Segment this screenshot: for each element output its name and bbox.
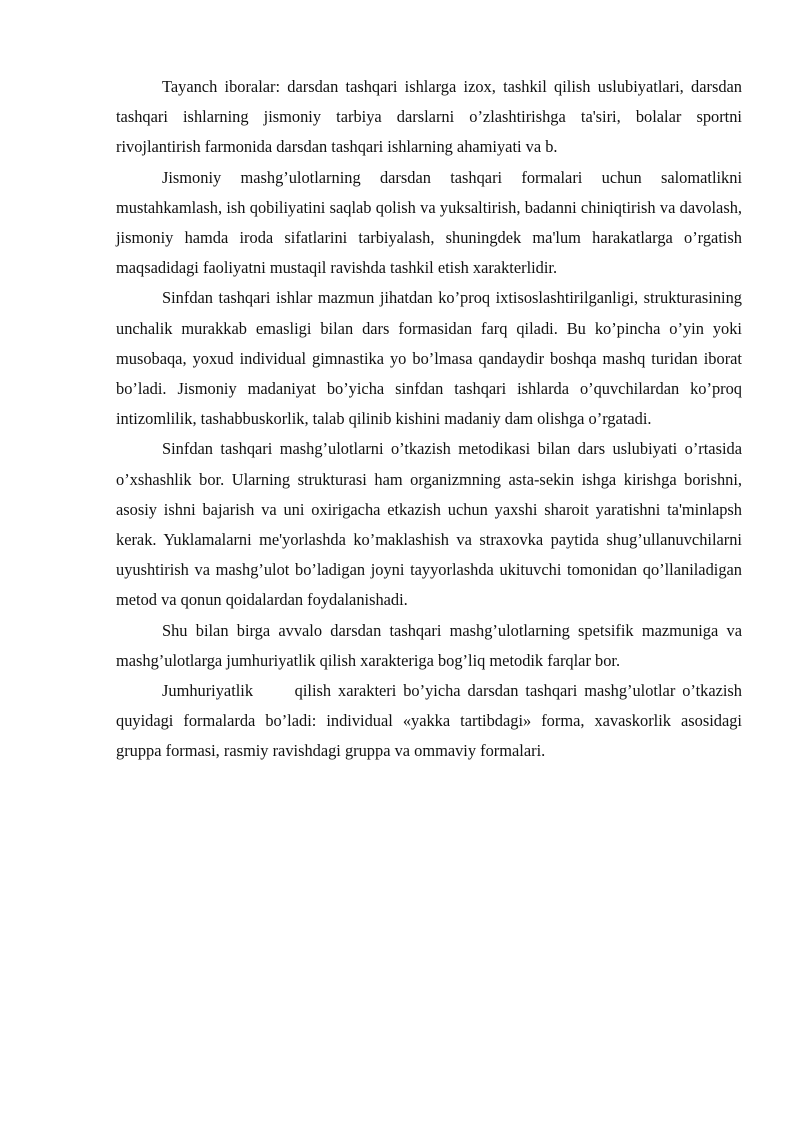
- paragraph-content-differences: Sinfdan tashqari ishlar mazmun jihatdan ko’proq ixtisoslashtirilganligi, strukturasining unchalik murakkab emasligi bilan dars formasidan farq qiladi. Bu ko’pincha o’yin yoki musobaqa, yoxud individual gimnastika yo bo’lmasa qandaydir boshqa mashq turidan iborat bo’ladi. Jismoniy madaniyat bo’yicha sinfdan tashqari ishlarda o’quvchilardan ko’proq intizomlilik, tashabbuskorlik, talab qilinib kishini madaniy dam olishga o’rgatadi.: [116, 288, 742, 429]
- document-page: [116, 72, 747, 767]
- paragraph-extracurricular-forms: Jismoniy mashg’ulotlarning darsdan tashqari formalari uchun salomatlikni mustahkamlash, ish qobiliyatini saqlab qolish va yuksaltirish, badanni chiniqtirish va davolash, jismoniy hamda iroda sifatlarini tarbiyalash, shuningdek ma'lum harakatlarga o’rgatish maqsadidagi faoliyatni mustaqil ravishda tashkil etish xarakterlidir.: [116, 167, 742, 278]
- paragraph-organization-forms: Jumhuriyatlik qilish xarakteri bo’yicha darsdan tashqari mashg’ulotlar o’tkazish quyidagi formalarda bo’ladi: individual «yakka tartibdagi» forma, xavaskorlik asosidagi gruppa formasi, rasmiy ravishdagi gruppa va ommaviy formalari.: [116, 681, 747, 761]
- paragraph-key-terms: Tayanch iboralar: darsdan tashqari ishlarga izox, tashkil qilish uslubiyatlari, darsdan tashqari ishlarning jismoniy tarbiya darslarni o’zlashtirishga ta'siri, bolalar sportni rivojlantirish farmonida darsdan tashqari ishlarning ahamiyati va b.: [116, 77, 742, 157]
- paragraph-methodical-differences: Shu bilan birga avvalo darsdan tashqari mashg’ulotlarning spetsifik mazmuniga va mashg’ulotlarga jumhuriyatlik qilish xarakteriga bog’liq metodik farqlar bor.: [116, 620, 742, 670]
- paragraph-methodology-similarity: Sinfdan tashqari mashg’ulotlarni o’tkazish metodikasi bilan dars uslubiyati o’rtasida o’xshashlik bor. Ularning strukturasi ham organizmning asta-sekin ishga kirishga borishni, asosiy ishni bajarish va uni oxirigacha etkazish uchun yaxshi sharoit yaratishni ta'minlapsh kerak. Yuklamalarni me'yorlashda ko’maklashish va straxovka paytida shug’ullanuvchilarni uyushtirish va mashg’ulot bo’ladigan joyni tayyorlashda ukituvchi tomonidan qo’llaniladigan metod va qonun qoidalardan foydalanishadi.: [116, 439, 742, 610]
